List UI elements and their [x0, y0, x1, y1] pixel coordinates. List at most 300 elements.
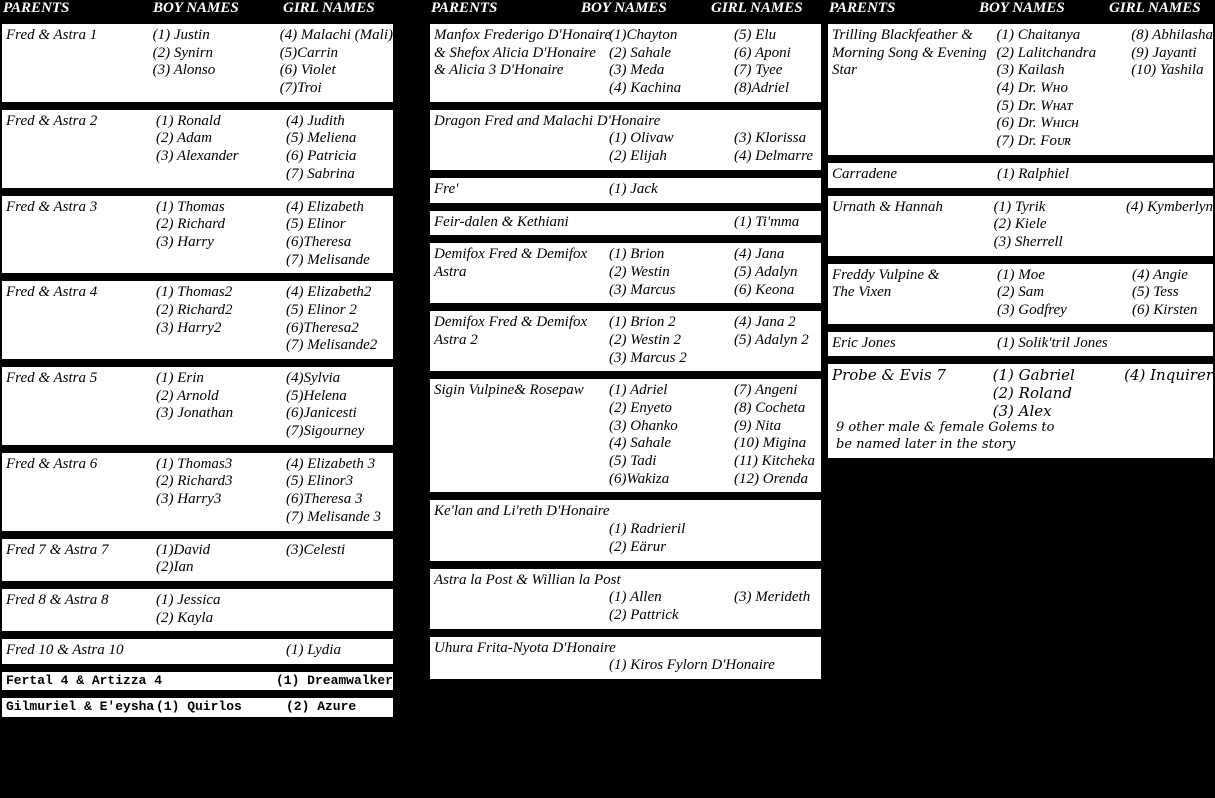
columnC.0.parents-line: Trilling Blackfeather &	[832, 27, 973, 43]
family-block	[428, 22, 823, 104]
family-block	[826, 161, 1215, 190]
columnB.6.girls-line: (7) Angeni	[734, 382, 798, 399]
columnC.0.girls-line: (8) Abhilasha	[1131, 27, 1213, 43]
columnC.5.boys	[993, 367, 1124, 420]
columnA.5.boys-line: (3) Harry3	[156, 491, 222, 508]
family-block	[826, 22, 1215, 157]
columnB.1.girls-line: (4) Delmarre	[734, 148, 814, 165]
family-block	[428, 635, 823, 681]
columnA.6.parents	[2, 542, 156, 560]
columnA.10.parents	[2, 699, 156, 714]
columnA.0.parents	[2, 27, 153, 45]
columnB.2.parents-line: Fre'	[434, 180, 459, 197]
columnB.4.girls-line: (6) Keona	[734, 281, 795, 298]
columnA.10.boys-line: (1) Quirlos	[156, 699, 242, 715]
columnB.4.parents-line: Astra	[434, 263, 467, 280]
family-block	[428, 377, 823, 494]
columnB.4.boys	[609, 246, 734, 299]
columnA.9.parents-line: Fertal 4 & Artizza 4	[6, 672, 163, 688]
columnB.4.boys-line: (3) Marcus	[609, 281, 676, 298]
columnA.10.girls	[286, 699, 393, 714]
family-block	[428, 241, 823, 305]
names-row	[2, 113, 393, 184]
columnB.5.girls-line: (4) Jana 2	[734, 314, 796, 331]
columnC.4.parents-line: Eric Jones	[832, 334, 896, 351]
header-girl-names: GIRL NAMES	[1109, 0, 1201, 16]
family-block	[428, 108, 823, 172]
columnA.7.boys-line: (1) Jessica	[156, 591, 221, 608]
columnA.1.boys	[156, 113, 286, 166]
column-b-header	[428, 0, 823, 22]
columnC.3.parents-line: The Vixen	[832, 284, 892, 301]
columnC.2.girls-line: (4) Kymberlyn	[1125, 198, 1213, 215]
columnB.1.parents-line: Dragon Fred and Malachi D'Honaire	[434, 112, 661, 129]
columnC.5.parents-line: Probe & Evis 7	[832, 366, 946, 385]
column-a-header	[0, 0, 395, 22]
columnC.2.boys-line: (1) Tyrik	[993, 198, 1046, 215]
family-block	[826, 330, 1215, 359]
names-row	[430, 246, 821, 299]
columnA.7.parents	[2, 592, 156, 610]
column-b-body	[428, 22, 823, 681]
names-row	[430, 657, 821, 675]
columnB.7.boys-line: (2) Eärur	[609, 538, 667, 555]
columnB.7.boys-line: (1) Radrieril	[609, 521, 686, 538]
columnA.4.girls	[286, 370, 393, 441]
columnA.5.boys-line: (2) Richard3	[156, 473, 233, 490]
columnC.1.boys	[997, 166, 1132, 184]
columnC.0.girls-line: (9) Jayanti	[1131, 44, 1197, 61]
columnA.1.girls-line: (6) Patricia	[286, 148, 357, 165]
columnB.5.parents-line: Astra 2	[434, 331, 478, 348]
names-row	[2, 699, 393, 714]
family-block	[0, 537, 395, 583]
columnC.2.boys-line: (2) Kiele	[993, 216, 1047, 233]
columnB.9.boys-line: (1) Kiros Fylorn D'Honaire	[609, 657, 775, 674]
columnA.4.girls-line: (5)Helena	[286, 387, 347, 404]
columnA.5.girls-line: (5) Elinor3	[286, 473, 354, 490]
names-row	[2, 199, 393, 270]
names-row	[430, 521, 821, 556]
columnB.0.boys	[609, 27, 734, 98]
columnA.8.girls-line: (1) Lydia	[286, 642, 341, 659]
columnB.1.parents	[430, 113, 825, 131]
columnB.0.parents-line: & Alicia 3 D'Honaire	[434, 62, 564, 79]
columnA.9.girls-line: (1) Dreamwalker	[275, 672, 393, 688]
columnB.8.girls-line: (3) Merideth	[734, 589, 811, 606]
family-block	[826, 262, 1215, 326]
columnB.0.boys-line: (3) Meda	[609, 62, 665, 79]
columnB.6.parents	[430, 382, 609, 400]
columnA.6.parents-line: Fred 7 & Astra 7	[6, 541, 109, 558]
column-a-body	[0, 22, 395, 719]
columnA.8.parents-line: Fred 10 & Astra 10	[6, 642, 124, 659]
column-parents-b	[428, 0, 823, 685]
columnB.5.parents-line: Demifox Fred & Demifox	[434, 314, 588, 331]
columnB.5.boys	[609, 314, 734, 367]
columnA.10.girls-line: (2) Azure	[286, 699, 357, 715]
columnC.0.boys-line: (2) Lalitchandra	[996, 44, 1097, 61]
columnB.8.girls	[734, 589, 821, 607]
columnC.3.boys-line: (2) Sam	[997, 284, 1045, 301]
names-row	[2, 673, 393, 688]
columnC.5.parents	[828, 367, 993, 385]
columnB.8.boys-line: (2) Pattrick	[609, 606, 679, 623]
columnA.10.boys	[156, 699, 286, 714]
names-row	[2, 642, 393, 660]
columnC.0.parents	[828, 27, 997, 80]
family-block	[826, 362, 1215, 460]
names-row	[430, 130, 821, 165]
columnC.3.girls-line: (6) Kirsten	[1132, 301, 1198, 318]
columnA.5.parents	[2, 456, 156, 474]
columnA.4.boys-line: (1) Erin	[156, 370, 204, 386]
columnA.1.parents	[2, 113, 156, 131]
columnA.6.girls	[286, 542, 393, 560]
columnC.0.girls	[1131, 27, 1213, 80]
names-row	[430, 181, 821, 199]
columnA.3.boys-line: (1) Thomas2	[156, 284, 233, 301]
columnA.3.boys	[156, 284, 286, 337]
columnB.0.parents-line: & Shefox Alicia D'Honaire	[434, 44, 596, 61]
columnB.6.girls-line: (11) Kitcheka	[734, 453, 815, 470]
family-block	[0, 696, 395, 718]
columnA.8.parents	[2, 642, 156, 660]
columnB.7.boys	[609, 521, 734, 556]
columnA.5.boys	[156, 456, 286, 509]
columnB.1.boys-line: (1) Olivaw	[609, 130, 674, 147]
columnC.0.girls-line: (10) Yashila	[1131, 62, 1204, 79]
columnB.0.boys-line: (1)Chayton	[609, 27, 678, 43]
columnB.4.parents	[430, 246, 609, 281]
columnB.6.boys	[609, 382, 734, 488]
names-row	[2, 456, 393, 527]
columnB.1.girls-line: (3) Klorissa	[734, 130, 807, 147]
columnA.1.boys-line: (3) Alexander	[156, 148, 239, 165]
columnC.0.parents-line: Morning Song & Evening	[832, 44, 987, 61]
columnA.5.girls-line: (6)Theresa 3	[286, 491, 363, 508]
columnB.0.parents-line: Manfox Frederigo D'Honaire	[434, 27, 612, 43]
columnB.3.girls	[734, 214, 821, 232]
names-row	[828, 27, 1213, 151]
columnA.3.parents-line: Fred & Astra 4	[6, 284, 98, 301]
columnA.6.girls-line: (3)Celesti	[286, 541, 346, 558]
columnA.6.boys-line: (1)David	[156, 541, 211, 558]
family-block	[0, 587, 395, 633]
family-block	[428, 498, 823, 562]
columnB.6.girls	[734, 382, 821, 488]
columnB.6.parents-line: Sigin Vulpine& Rosepaw	[434, 382, 584, 399]
columnB.4.girls-line: (5) Adalyn	[734, 263, 798, 280]
columnB.6.girls-line: (10) Migina	[734, 435, 807, 452]
columnA.1.girls-line: (7) Sabrina	[286, 165, 355, 182]
columnB.3.girls-line: (1) Ti'mma	[734, 213, 800, 230]
family-block	[826, 194, 1215, 258]
columnA.2.boys-line: (3) Harry	[156, 233, 214, 250]
columnA.2.girls-line: (7) Melisande	[286, 251, 370, 268]
columnA.6.boys	[156, 542, 286, 577]
family-block	[0, 670, 395, 692]
columnB.6.boys-line: (5) Tadi	[609, 453, 657, 470]
columnC.2.parents-line: Urnath & Hannah	[832, 198, 943, 215]
columnB.6.girls-line: (9) Nita	[734, 417, 782, 434]
columnA.4.parents-line: Fred & Astra 5	[6, 370, 98, 386]
columnA.0.girls-line: (4) Malachi (Mali)	[279, 27, 393, 43]
columnA.4.boys-line: (2) Arnold	[156, 387, 219, 404]
columnC.3.boys-line: (3) Godfrey	[997, 301, 1067, 318]
columnA.7.parents-line: Fred 8 & Astra 8	[6, 591, 109, 608]
columnA.4.boys-line: (3) Jonathan	[156, 405, 234, 422]
family-block	[428, 567, 823, 631]
columnA.5.girls-line: (4) Elizabeth 3	[286, 455, 376, 472]
family-block	[0, 279, 395, 361]
columnB.1.boys-line: (2) Elijah	[609, 148, 667, 165]
columnB.6.boys-line: (4) Sahale	[609, 435, 672, 452]
columnB.9.parents-line: Uhura Frita-Nyota D'Honaire	[434, 639, 616, 656]
header-parents: PARENTS	[431, 0, 498, 16]
columnA.3.boys-line: (2) Richard2	[156, 301, 233, 318]
columnC.3.parents-line: Freddy Vulpine &	[832, 266, 940, 283]
columnA.8.girls	[286, 642, 393, 660]
columnB.5.parents	[430, 314, 609, 349]
names-row	[430, 382, 821, 488]
columnB.4.boys-line: (1) Brion	[609, 246, 665, 263]
columnA.0.girls-line: (6) Violet	[279, 62, 336, 79]
column-c-header	[826, 0, 1215, 22]
columnA.0.boys-line: (2) Synirn	[152, 44, 214, 61]
columnB.4.girls-line: (4) Jana	[734, 246, 785, 263]
columnA.4.boys	[156, 370, 286, 423]
columnC.3.parents	[828, 267, 997, 302]
columnB.9.parents	[430, 640, 825, 658]
columnA.1.girls	[286, 113, 393, 184]
family-note-line: be named later in the story	[836, 437, 1016, 453]
columnB.0.girls-line: (6) Aponi	[734, 44, 791, 61]
header-boy-names: BOY NAMES	[979, 0, 1065, 16]
columnB.2.boys-line: (1) Jack	[609, 180, 658, 197]
columnA.0.girls-line: (5)Carrin	[279, 44, 339, 61]
columnA.1.boys-line: (2) Adam	[156, 130, 212, 147]
columnC.3.girls	[1132, 267, 1213, 320]
columnB.6.boys-line: (1) Adriel	[609, 382, 668, 399]
names-row	[430, 214, 821, 232]
columnA.9.girls	[276, 673, 393, 688]
columnC.5.girls	[1124, 367, 1213, 385]
columnA.1.girls-line: (4) Judith	[286, 112, 345, 129]
header-parents: PARENTS	[829, 0, 896, 16]
family-block	[0, 451, 395, 533]
columnC.0.boys-line: (6) Dr. Wʜɪᴄʜ	[996, 115, 1079, 132]
columnC.4.parents	[828, 335, 997, 353]
columnA.2.boys-line: (1) Thomas	[156, 198, 225, 215]
columnC.0.boys	[997, 27, 1132, 151]
columnC.5.boys-line: (2) Roland	[992, 384, 1072, 402]
columnC.4.boys-line: (1) Solik'tril Jones	[997, 334, 1108, 351]
family-note-line: 9 other male & female Golems to	[836, 420, 1055, 436]
columnA.4.girls-line: (7)Sigourney	[286, 423, 365, 440]
columnA.5.girls-line: (7) Melisande 3	[286, 508, 381, 525]
columnC.3.girls-line: (5) Tess	[1132, 284, 1179, 301]
columnA.4.girls-line: (4)Sylvia	[286, 370, 341, 386]
columnB.0.girls-line: (8)Adriel	[734, 80, 789, 97]
columnA.3.girls-line: (5) Elinor 2	[286, 301, 357, 318]
columnA.10.parents-line: Gilmuriel & E'eysha	[6, 699, 155, 715]
column-parents-a	[0, 0, 395, 723]
family-block	[428, 309, 823, 373]
columnC.0.boys-line: (7) Dr. Fᴏᴜʀ	[996, 133, 1071, 150]
header-parents: PARENTS	[3, 0, 70, 16]
columnA.5.girls	[286, 456, 393, 527]
columnC.3.boys	[997, 267, 1132, 320]
names-row	[828, 199, 1213, 252]
columnA.2.boys-line: (2) Richard	[156, 216, 226, 233]
columnA.3.girls-line: (4) Elizabeth2	[286, 284, 372, 301]
columnC.2.boys-line: (3) Sherrell	[993, 233, 1063, 250]
header-boy-names: BOY NAMES	[581, 0, 667, 16]
columnA.2.parents	[2, 199, 156, 217]
columnA.0.parents-line: Fred & Astra 1	[6, 27, 98, 43]
family-block	[0, 22, 395, 104]
names-row	[430, 314, 821, 367]
columnB.8.boys-line: (1) Allen	[609, 589, 662, 606]
family-block	[428, 209, 823, 238]
columnA.2.girls-line: (4) Elizabeth	[286, 198, 364, 215]
columnA.5.boys-line: (1) Thomas3	[156, 455, 233, 472]
columnC.5.girls-line: (4) Inquirer	[1124, 366, 1213, 385]
columnB.0.girls-line: (7) Tyee	[734, 62, 783, 79]
columnB.5.boys-line: (2) Westin 2	[609, 331, 681, 348]
columnC.1.parents-line: Carradene	[832, 165, 897, 182]
columnB.7.parents-line: Ke'lan and Li'reth D'Honaire	[434, 503, 610, 520]
names-row	[2, 284, 393, 355]
columnA.7.boys-line: (2) Kayla	[156, 609, 214, 626]
columnA.0.boys-line: (1) Justin	[152, 27, 210, 43]
names-row	[2, 27, 393, 98]
columnA.1.boys-line: (1) Ronald	[156, 112, 221, 129]
family-block	[0, 194, 395, 276]
columnB.8.boys	[609, 589, 734, 624]
family-block	[0, 365, 395, 447]
columnC.3.girls-line: (4) Angie	[1132, 266, 1188, 283]
columnB.9.boys	[609, 657, 775, 675]
columnB.4.boys-line: (2) Westin	[609, 263, 670, 280]
columnA.4.parents	[2, 370, 156, 388]
names-row	[430, 27, 821, 98]
names-row	[828, 367, 1213, 420]
columnB.0.parents	[430, 27, 612, 80]
columnA.9.parents	[2, 672, 163, 688]
columnA.2.girls-line: (6)Theresa	[286, 233, 352, 250]
columnB.4.parents-line: Demifox Fred & Demifox	[434, 246, 588, 263]
header-girl-names: GIRL NAMES	[711, 0, 803, 16]
columnA.2.girls	[286, 199, 393, 270]
columnB.6.girls-line: (8) Cocheta	[734, 400, 806, 416]
columnB.0.girls-line: (5) Elu	[734, 27, 777, 43]
family-block	[428, 176, 823, 205]
columnC.2.girls	[1126, 199, 1213, 217]
columnA.2.girls-line: (5) Elinor	[286, 216, 346, 233]
columnA.3.girls-line: (6)Theresa2	[286, 319, 359, 336]
columnC.0.boys-line: (1) Chaitanya	[996, 27, 1081, 43]
columnA.2.boys	[156, 199, 286, 252]
columnB.0.girls	[734, 27, 821, 98]
columnB.2.parents	[430, 181, 609, 199]
header-boy-names: BOY NAMES	[153, 0, 239, 16]
names-row	[2, 370, 393, 441]
columnB.6.boys-line: (2) Enyeto	[609, 400, 672, 416]
columnB.6.boys-line: (3) Ohanko	[609, 417, 678, 434]
columnC.1.boys-line: (1) Ralphiel	[997, 165, 1070, 182]
columnB.7.parents	[430, 503, 825, 521]
columnA.3.girls	[286, 284, 393, 355]
names-row	[430, 589, 821, 624]
columnB.5.girls	[734, 314, 821, 349]
columnB.8.parents-line: Astra la Post & Willian la Post	[434, 571, 621, 588]
columnA.0.girls-line: (7)Troi	[279, 80, 322, 97]
names-row	[2, 592, 393, 627]
columnA.0.boys-line: (3) Alonso	[152, 62, 216, 79]
columnB.0.boys-line: (4) Kachina	[609, 80, 682, 97]
columnA.1.parents-line: Fred & Astra 2	[6, 112, 98, 129]
columnA.0.girls	[280, 27, 393, 98]
columnB.5.girls-line: (5) Adalyn 2	[734, 331, 809, 348]
family-note	[828, 420, 1213, 454]
columnA.1.girls-line: (5) Meliena	[286, 130, 357, 147]
columnC.0.parents-line: Star	[832, 62, 858, 79]
columnC.0.boys-line: (3) Kailash	[996, 62, 1065, 79]
columnB.0.boys-line: (2) Sahale	[609, 44, 672, 61]
columnB.6.boys-line: (6)Wakiza	[609, 470, 670, 487]
columnB.5.boys-line: (1) Brion 2	[609, 314, 676, 331]
columnA.0.boys	[153, 27, 280, 80]
columnB.8.parents	[430, 572, 825, 590]
columnC.2.boys	[994, 199, 1126, 252]
columnA.7.boys	[156, 592, 286, 627]
family-block	[0, 637, 395, 666]
columnB.5.boys-line: (3) Marcus 2	[609, 349, 687, 366]
columnB.4.girls	[734, 246, 821, 299]
columnC.1.parents	[828, 166, 997, 184]
columnA.6.boys-line: (2)Ian	[156, 559, 194, 576]
columnA.5.parents-line: Fred & Astra 6	[6, 455, 98, 472]
columnA.3.parents	[2, 284, 156, 302]
columnB.2.boys	[609, 181, 734, 199]
columnB.1.boys	[609, 130, 734, 165]
columnC.5.boys-line: (1) Gabriel	[992, 366, 1075, 385]
columnB.3.parents	[430, 214, 609, 232]
family-block	[0, 108, 395, 190]
columnA.3.boys-line: (3) Harry2	[156, 319, 222, 336]
names-row	[828, 166, 1213, 184]
names-row	[2, 542, 393, 577]
columnA.2.parents-line: Fred & Astra 3	[6, 198, 98, 215]
columnA.4.girls-line: (6)Janicesti	[286, 405, 357, 422]
columnC.0.boys-line: (4) Dr. Wʜᴏ	[996, 80, 1068, 97]
column-c-body	[826, 22, 1215, 460]
columnC.5.boys-line: (3) Alex	[992, 401, 1052, 420]
header-girl-names: GIRL NAMES	[283, 0, 375, 16]
column-parents-c	[826, 0, 1215, 464]
names-row	[828, 335, 1213, 353]
columnB.3.parents-line: Feir-dalen & Kethiani	[434, 213, 569, 230]
names-row	[828, 267, 1213, 320]
columnC.2.parents	[828, 199, 994, 217]
columnB.1.girls	[734, 130, 821, 165]
columnC.0.boys-line: (5) Dr. Wʜᴀᴛ	[996, 97, 1073, 114]
columnB.6.girls-line: (12) Orenda	[734, 470, 809, 487]
columnC.3.boys-line: (1) Moe	[997, 266, 1045, 283]
columnC.4.boys	[997, 335, 1132, 353]
